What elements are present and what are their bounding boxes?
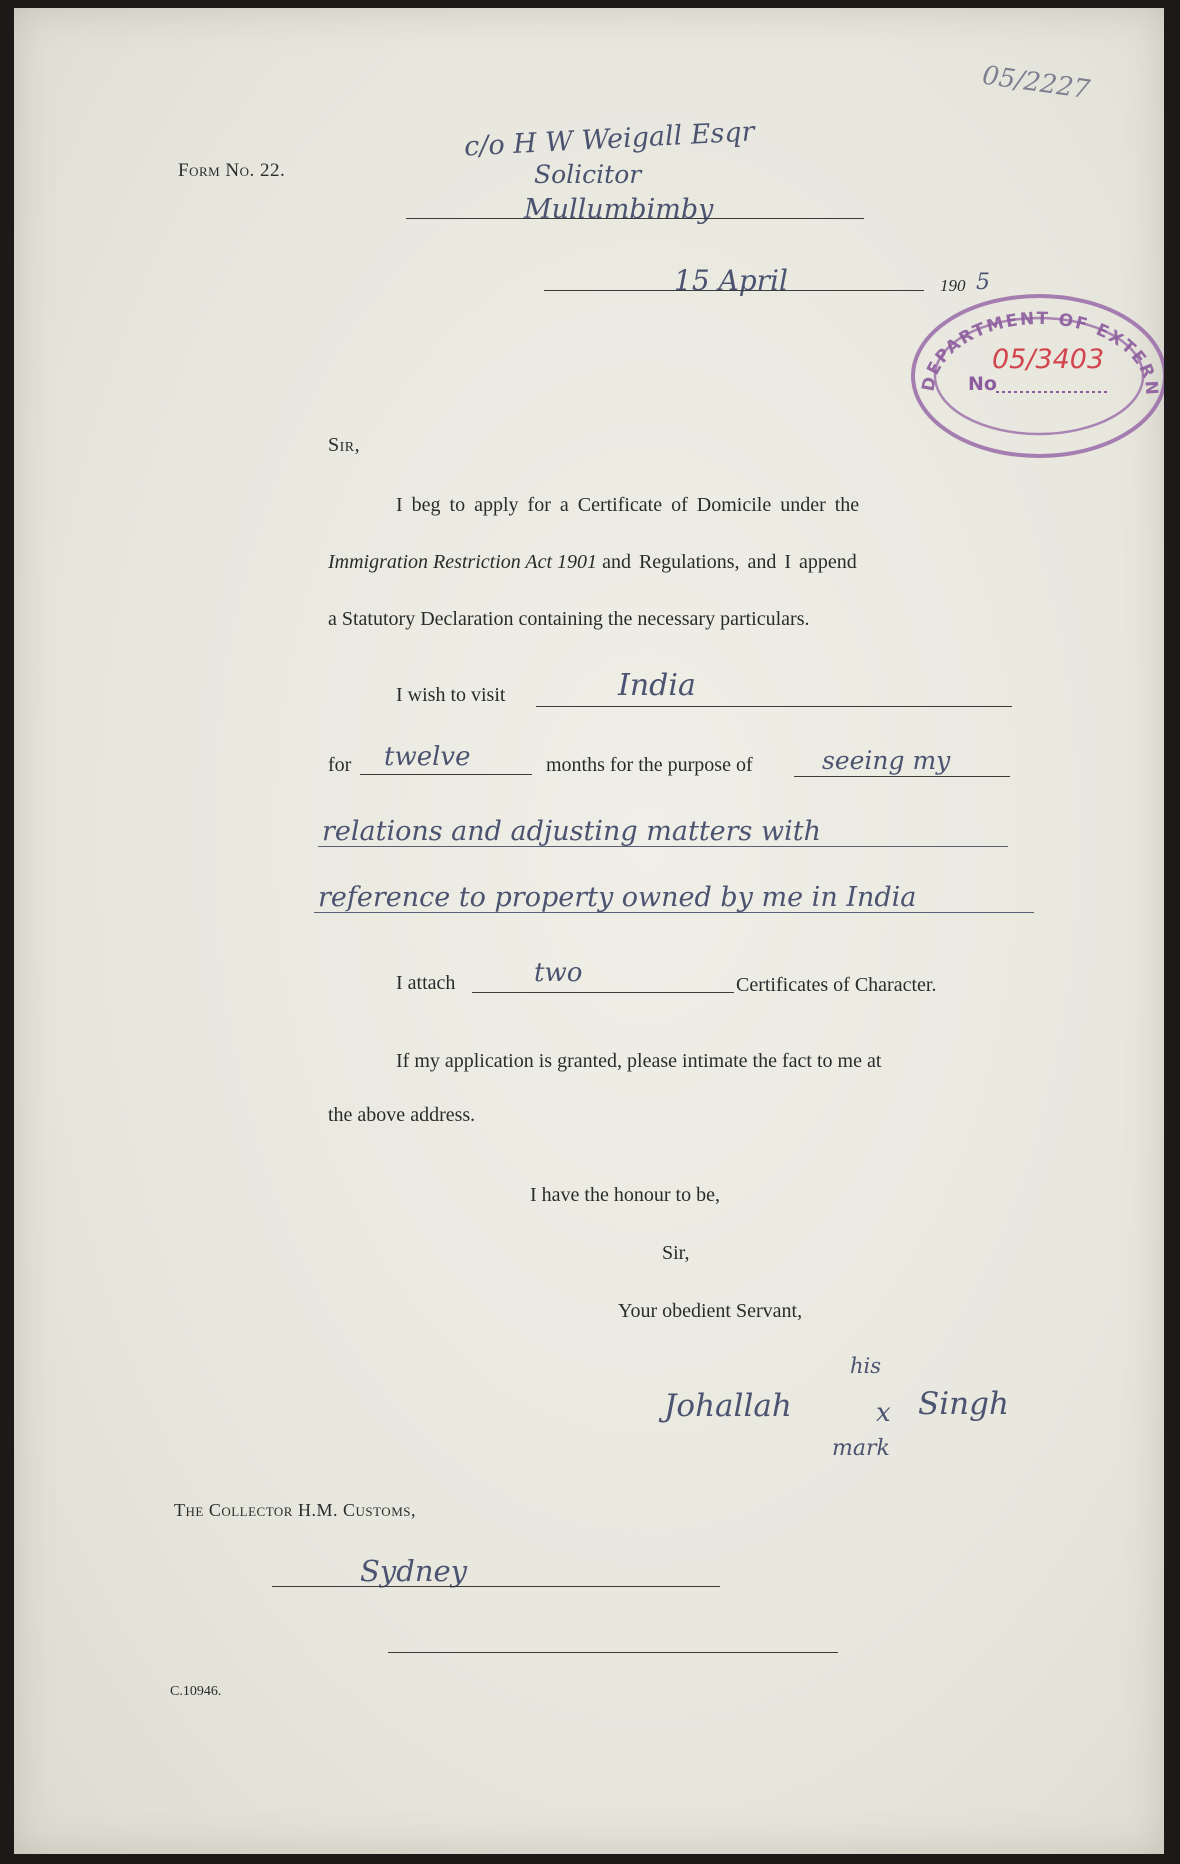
addressee-city: Sydney [360, 1554, 468, 1588]
stamp-arc-text: DEPARTMENT OF EXTERN [918, 308, 1162, 398]
closing-line1: I have the honour to be, [530, 1184, 720, 1206]
stamp-number: 05/3403 [992, 344, 1105, 375]
attach-count: two [534, 958, 583, 988]
paragraph1-line2 [328, 551, 857, 574]
date-year-digit: 5 [976, 270, 990, 295]
document-page [14, 8, 1164, 1854]
purpose-line2: relations and adjusting matters with [322, 816, 821, 847]
purpose-line1: seeing my [822, 746, 951, 775]
attach-label: I attach [396, 972, 456, 994]
address-line-3: Mullumbimby [524, 194, 714, 225]
purpose-underline-2 [318, 846, 1008, 847]
closing-line3: Your obedient Servant, [618, 1300, 803, 1322]
purpose-underline-1 [794, 776, 1010, 777]
date-underline [544, 290, 924, 291]
signature-mark: mark [832, 1436, 890, 1461]
address-underline [406, 218, 864, 219]
paragraph1-line2-rest: and Regulations, and I append [602, 551, 857, 573]
signature-his: his [850, 1354, 882, 1378]
address-line-1: c/o H W Weigall Esqr [463, 116, 756, 163]
addressee-label: The Collector H.M. Customs, [174, 1500, 416, 1520]
address-line-2: Solicitor [534, 160, 642, 189]
purpose-underline-3 [314, 912, 1034, 913]
granted-line1: If my application is granted, please intimate the fact to me at [396, 1050, 882, 1072]
blank-address-line [388, 1652, 838, 1653]
date-printed-year: 190 [940, 276, 966, 295]
months-label: months for the purpose of [546, 754, 753, 776]
signature-first-name: Johallah [664, 1388, 792, 1424]
visit-label: I wish to visit [396, 684, 506, 706]
signature-last-name: Singh [918, 1386, 1009, 1422]
months-underline [360, 774, 532, 775]
form-code: C.10946. [170, 1684, 222, 1699]
for-label: for [328, 754, 352, 776]
paragraph1-line1: I beg to apply for a Certificate of Domicile under the [396, 494, 860, 516]
purpose-line3: reference to property owned by me in India [318, 882, 917, 913]
form-number: Form No. 22. [178, 160, 286, 181]
attach-underline [472, 992, 734, 993]
stamp-no-label: No [968, 373, 997, 395]
salutation: Sir, [328, 434, 361, 456]
visit-underline [536, 706, 1012, 707]
pencil-reference-number: 05/2227 [980, 60, 1092, 106]
act-name: Immigration Restriction Act 1901 [328, 551, 598, 573]
granted-line2: the above address. [328, 1104, 476, 1126]
paragraph1-line3: a Statutory Declaration containing the necessary particulars. [328, 608, 810, 630]
city-underline [272, 1586, 720, 1587]
attach-suffix: Certificates of Character. [736, 974, 937, 996]
months-value: twelve [384, 742, 471, 772]
visit-destination: India [618, 668, 696, 703]
date-handwritten: 15 April [674, 264, 788, 297]
signature-cross: x [876, 1398, 891, 1428]
closing-line2: Sir, [662, 1242, 690, 1264]
